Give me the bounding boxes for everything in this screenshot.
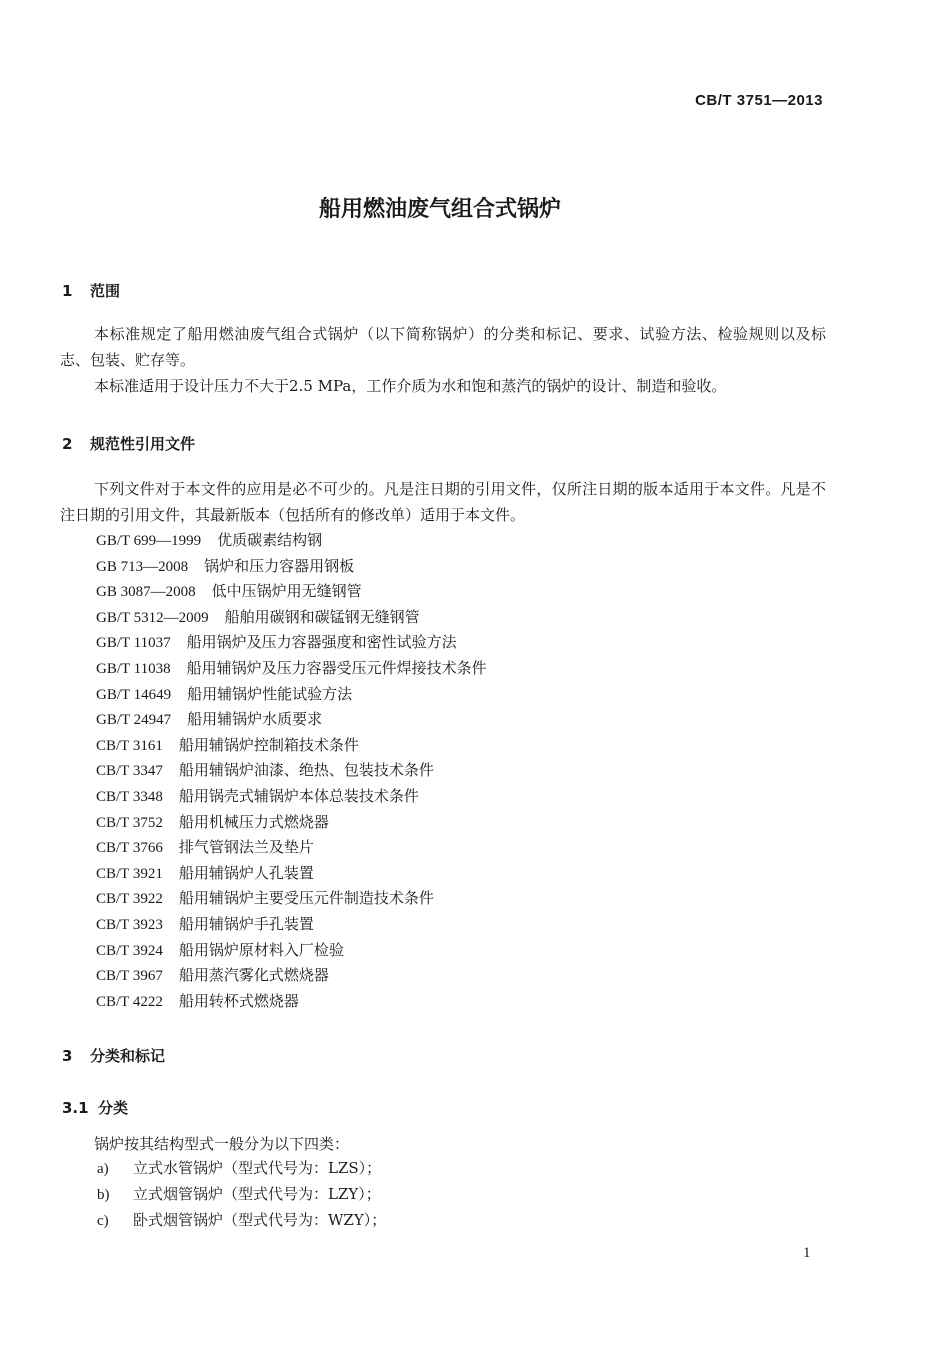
section-title: 规范性引用文件 <box>90 435 196 453</box>
reference-item <box>96 912 487 938</box>
reference-code: CB/T 3924 <box>96 942 163 959</box>
scope-paragraph-2: 本标准适用于设计压力不大于2.5 MPa，工作介质为水和饱和蒸汽的锅炉的设计、制造和验收。 <box>94 377 727 395</box>
reference-item <box>96 861 487 887</box>
section-number: 3 <box>62 1047 73 1065</box>
reference-item <box>96 528 487 554</box>
reference-code: CB/T 3766 <box>96 840 163 857</box>
section-number: 1 <box>62 282 73 300</box>
section-2-heading <box>62 433 195 454</box>
reference-title: 船用辅锅炉及压力容器受压元件焊接技术条件 <box>186 658 487 677</box>
reference-title: 优质碳素结构钢 <box>217 531 323 549</box>
reference-code: CB/T 3161 <box>96 737 163 754</box>
classification-intro: 锅炉按其结构型式一般分为以下四类： <box>94 1135 350 1153</box>
subsection-title: 分类 <box>98 1099 129 1117</box>
reference-item <box>96 656 487 682</box>
reference-title: 船用蒸汽雾化式燃烧器 <box>178 966 329 985</box>
reference-title: 船用辅锅炉主要受压元件制造技术条件 <box>178 889 434 908</box>
section-number: 2 <box>62 435 73 453</box>
reference-title: 船用锅壳式辅锅炉本体总装技术条件 <box>178 786 419 805</box>
reference-title: 船用锅炉原材料入厂检验 <box>178 940 344 959</box>
reference-item <box>96 554 487 580</box>
reference-code: GB/T 11037 <box>96 635 171 652</box>
reference-item <box>96 630 487 656</box>
reference-code: GB 3087—2008 <box>96 584 196 601</box>
reference-code: CB/T 3923 <box>96 916 163 933</box>
reference-code: GB/T 14649 <box>96 686 172 703</box>
reference-item <box>96 682 487 708</box>
reference-code: CB/T 4222 <box>96 993 163 1010</box>
classification-list <box>97 1155 386 1233</box>
reference-title: 排气管钢法兰及垫片 <box>178 838 314 857</box>
list-marker: c) <box>97 1213 109 1229</box>
document-title: 船用燃油废气组合式锅炉 <box>318 197 561 222</box>
reference-title: 船用辅锅炉手孔装置 <box>178 914 314 933</box>
reference-title: 船用机械压力式燃烧器 <box>178 812 329 831</box>
reference-title: 船用辅锅炉控制箱技术条件 <box>178 735 359 754</box>
reference-item <box>96 605 487 631</box>
reference-code: GB/T 699—1999 <box>96 533 202 549</box>
reference-title: 船用辅锅炉水质要求 <box>187 710 323 729</box>
section-3-heading <box>62 1045 165 1066</box>
reference-title: 低中压锅炉用无缝钢管 <box>211 582 362 601</box>
list-text: 卧式烟管锅炉（型式代号为：WZY）； <box>133 1211 387 1229</box>
list-marker: b) <box>97 1187 110 1203</box>
reference-item <box>96 989 487 1015</box>
reference-code: GB/T 24947 <box>96 712 172 729</box>
reference-title: 船用辅锅炉油漆、绝热、包装技术条件 <box>178 761 434 780</box>
reference-item <box>96 707 487 733</box>
list-marker: a) <box>97 1161 109 1177</box>
section-1-heading <box>62 280 120 301</box>
reference-title: 船用辅锅炉人孔装置 <box>178 863 314 882</box>
reference-item <box>96 784 487 810</box>
reference-title: 锅炉和压力容器用钢板 <box>204 556 355 575</box>
list-text: 立式烟管锅炉（型式代号为：LZY）； <box>133 1185 381 1203</box>
reference-item <box>96 579 487 605</box>
reference-code: GB 713—2008 <box>96 558 189 575</box>
reference-code: CB/T 3348 <box>96 788 163 805</box>
reference-code: GB/T 11038 <box>96 660 171 677</box>
reference-title: 船用辅锅炉性能试验方法 <box>187 684 353 703</box>
reference-code: CB/T 3921 <box>96 865 163 882</box>
subsection-3-1-heading <box>62 1097 128 1118</box>
section-title: 范围 <box>90 282 121 300</box>
reference-title: 船用转杯式燃烧器 <box>178 991 299 1010</box>
reference-item <box>96 733 487 759</box>
normative-references-list <box>96 528 487 1014</box>
section-title: 分类和标记 <box>90 1047 166 1065</box>
reference-item <box>96 810 487 836</box>
page-number: 1 <box>803 1245 811 1261</box>
reference-code: CB/T 3922 <box>96 891 163 908</box>
list-item <box>97 1181 386 1207</box>
reference-item <box>96 886 487 912</box>
reference-item <box>96 963 487 989</box>
list-text: 立式水管锅炉（型式代号为：LZS）； <box>133 1159 382 1177</box>
scope-paragraph-1: 本标准规定了船用燃油废气组合式锅炉（以下简称锅炉）的分类和标记、要求、试验方法、检验规则以及标志、包装、贮存等。 <box>60 325 826 369</box>
reference-code: CB/T 3347 <box>96 763 163 780</box>
list-item <box>97 1155 386 1181</box>
reference-code: CB/T 3752 <box>96 814 163 831</box>
reference-item <box>96 758 487 784</box>
reference-code: CB/T 3967 <box>96 968 163 985</box>
reference-code: GB/T 5312—2009 <box>96 609 209 626</box>
reference-title: 船舶用碳钢和碳锰钢无缝钢管 <box>224 607 420 626</box>
references-intro-paragraph: 下列文件对于本文件的应用是必不可少的。凡是注日期的引用文件，仅所注日期的版本适用于本文件。凡是不注日期的引用文件，其最新版本（包括所有的修改单）适用于本文件。 <box>60 480 826 524</box>
reference-item <box>96 835 487 861</box>
subsection-number: 3.1 <box>62 1099 89 1117</box>
reference-item <box>96 938 487 964</box>
standard-code: CB/T 3751—2013 <box>695 92 823 109</box>
list-item <box>97 1207 386 1233</box>
reference-title: 船用锅炉及压力容器强度和密性试验方法 <box>186 633 457 652</box>
